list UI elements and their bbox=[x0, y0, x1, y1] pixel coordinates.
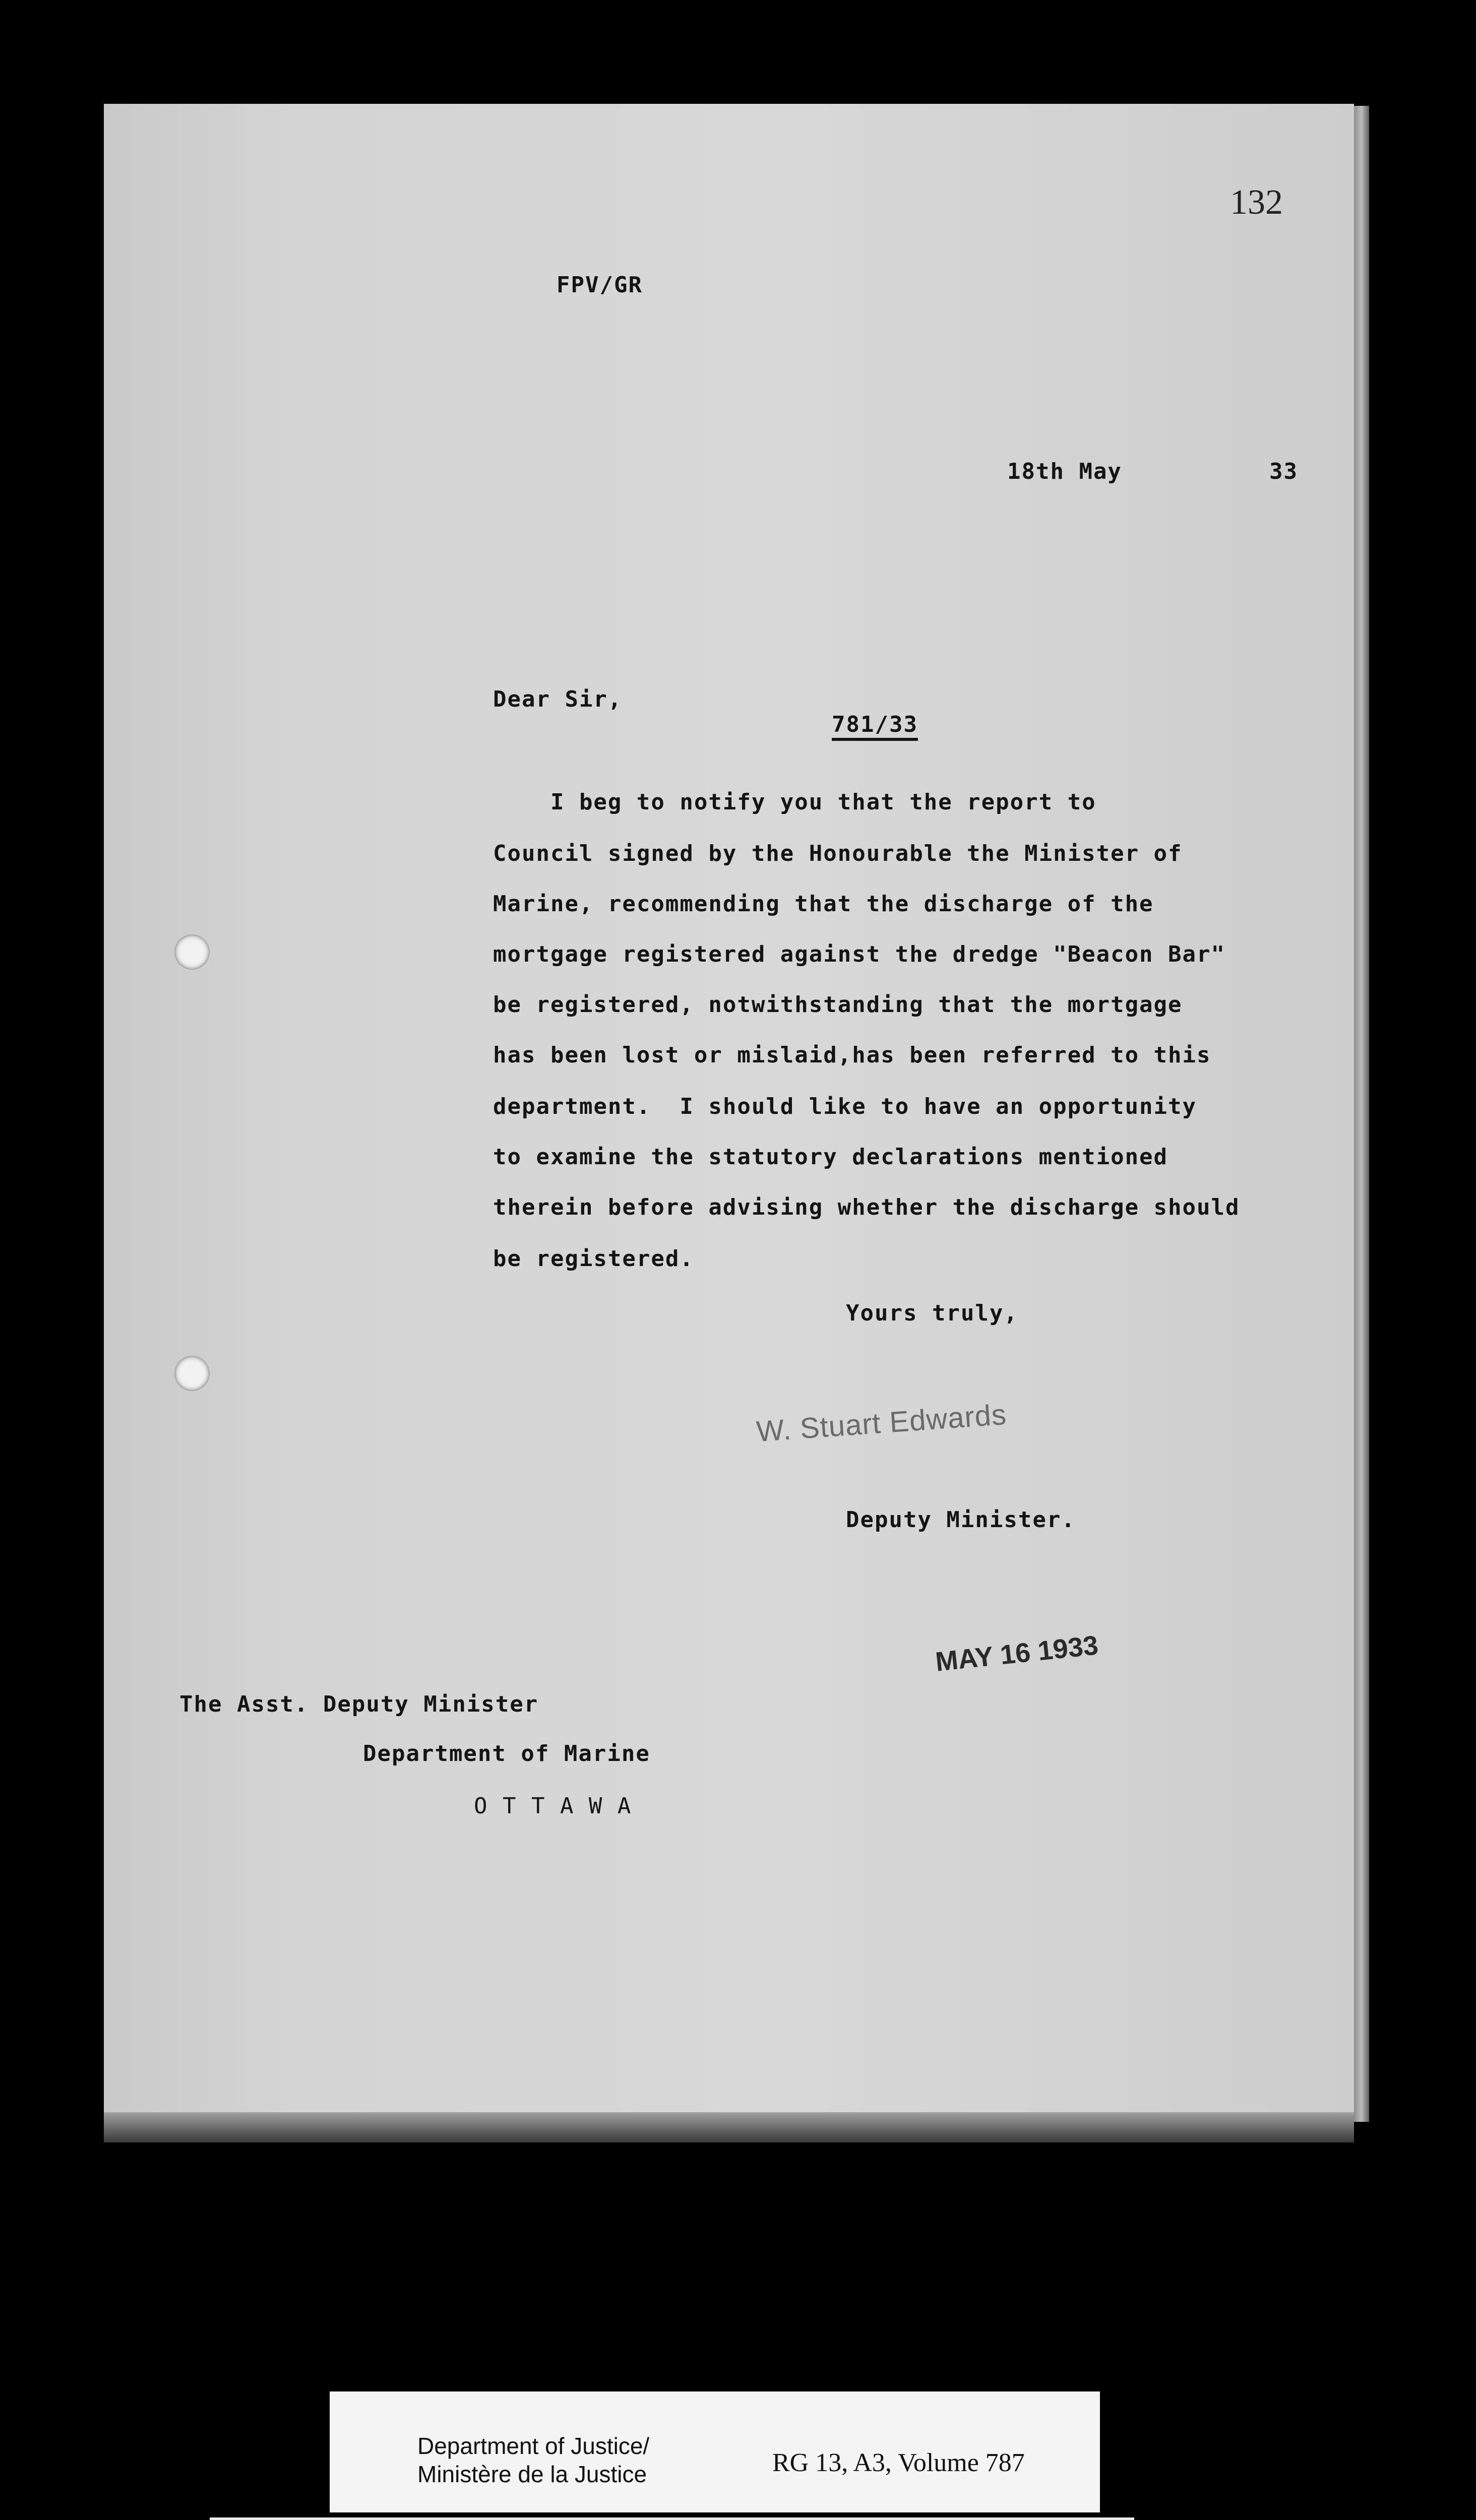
file-number: 781/33 bbox=[832, 712, 918, 737]
punch-hole bbox=[174, 1356, 210, 1391]
body-line: department. I should like to have an opportunity bbox=[493, 1094, 1197, 1119]
body-line: to examine the statutory declarations mentioned bbox=[493, 1144, 1168, 1170]
body-line: Council signed by the Honourable the Minister of bbox=[493, 841, 1183, 866]
reference-initials: FPV/GR bbox=[557, 272, 643, 298]
department-french: Ministère de la Justice bbox=[417, 2461, 647, 2487]
addressee-line-2: Department of Marine bbox=[363, 1741, 650, 1767]
page-number: 132 bbox=[1230, 183, 1283, 222]
body-line: mortgage registered against the dredge "Beacon Bar" bbox=[493, 941, 1226, 967]
body-line: therein before advising whether the discharge should bbox=[493, 1194, 1240, 1220]
public-archives-stamp bbox=[210, 2517, 1134, 2520]
body-line: be registered, notwithstanding that the mortgage bbox=[493, 992, 1183, 1018]
archive-reference-label bbox=[330, 2391, 1100, 2512]
addressee-line-1: The Asst. Deputy Minister bbox=[179, 1691, 539, 1717]
letter-date: 18th May bbox=[1007, 459, 1122, 484]
body-line: Marine, recommending that the discharge of the bbox=[493, 891, 1154, 917]
stacked-page-edge bbox=[1354, 106, 1369, 2122]
department-english: Department of Justice/ bbox=[417, 2433, 650, 2459]
body-line: I beg to notify you that the report to bbox=[493, 789, 1096, 815]
signer-title: Deputy Minister. bbox=[846, 1507, 1076, 1533]
body-line: be registered. bbox=[493, 1246, 694, 1272]
archive-reference: RG 13, A3, Volume 787 bbox=[772, 2448, 1025, 2477]
letter-year: 33 bbox=[1269, 459, 1298, 484]
punch-hole bbox=[174, 934, 210, 970]
salutation: Dear Sir, bbox=[493, 686, 623, 712]
body-line: has been lost or mislaid,has been referred to this bbox=[493, 1042, 1211, 1068]
page-bottom-shadow bbox=[104, 2112, 1354, 2143]
closing: Yours truly, bbox=[846, 1300, 1018, 1326]
signature-stamp: W. Stuart Edwards bbox=[755, 1398, 1008, 1448]
addressee-line-3: O T T A W A bbox=[474, 1793, 632, 1819]
received-date-stamp: MAY 16 1933 bbox=[934, 1630, 1100, 1677]
